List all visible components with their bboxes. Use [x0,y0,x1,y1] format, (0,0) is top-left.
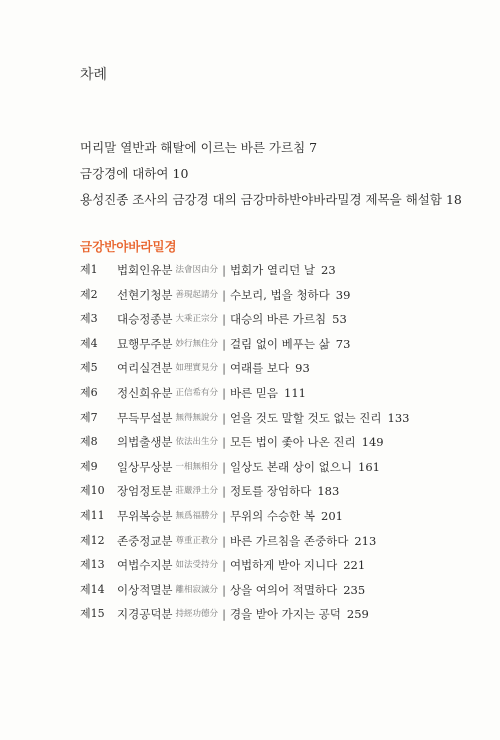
intro-item-page: 10 [172,166,189,181]
chapter-title: 선현기청분 [117,287,173,302]
chapter-separator: | [222,263,226,277]
chapter-list [80,258,409,627]
chapter-title: 이상적멸분 [117,582,173,597]
chapter-description: 일상도 본래 상이 없으니 [229,459,352,474]
chapter-separator: | [222,361,226,376]
chapter-page: 73 [335,336,351,351]
intro-item[interactable] [80,161,462,187]
chapter-separator: | [222,582,226,597]
intro-item-text: 금강경에 대하여 [80,166,169,181]
chapter-description: 여래를 보다 [229,361,290,376]
chapter-description: 상을 여의어 적멸하다 [229,582,338,597]
chapter-title: 여리실견분 [117,361,173,376]
chapter-item[interactable] [80,430,409,455]
chapter-number: 제14 [80,582,105,596]
chapter-title: 장엄정토분 [117,484,173,499]
chapter-number: 제9 [80,459,98,473]
intro-item-text: 머리말 열반과 해탈에 이르는 바른 가르침 [80,140,306,155]
chapter-separator: | [222,410,226,425]
chapter-title: 정신희유분 [117,385,173,400]
chapter-hanja: 持經功德分 [175,609,219,620]
chapter-description: 무위의 수승한 복 [229,508,316,523]
chapter-page: 149 [361,435,384,450]
chapter-number: 제13 [80,558,105,572]
chapter-item[interactable] [80,479,409,504]
intro-item-page: 7 [309,140,318,155]
chapter-separator: | [222,312,226,327]
chapter-description: 얻을 것도 말할 것도 없는 진리 [229,410,382,425]
chapter-title: 일상무상분 [117,459,173,474]
chapter-hanja: 如理實見分 [175,363,219,374]
intro-item-page: 18 [445,192,462,207]
chapter-item[interactable] [80,455,409,480]
chapter-item[interactable] [80,381,409,406]
chapter-description: 법회가 열리던 날 [229,263,316,277]
chapter-separator: | [222,385,226,400]
chapter-separator: | [222,435,226,450]
chapter-page: 23 [321,263,336,277]
chapter-item[interactable] [80,553,409,578]
chapter-page: 93 [295,361,310,376]
chapter-number: 제1 [80,263,98,276]
chapter-hanja: 一相無相分 [175,461,219,472]
page-title: 차례 [80,67,108,83]
chapter-description: 걸림 없이 베푸는 삶 [229,336,330,351]
chapter-separator: | [222,459,226,474]
chapter-separator: | [222,558,226,573]
chapter-item[interactable] [80,356,409,381]
chapter-description: 대승의 바른 가르침 [229,312,327,327]
chapter-page: 221 [343,558,366,573]
chapter-hanja: 法會因由分 [175,265,219,275]
chapter-page: 39 [335,287,351,302]
chapter-hanja: 正信希有分 [175,387,219,398]
chapter-hanja: 莊嚴淨土分 [175,486,219,497]
chapter-number: 제4 [80,336,98,350]
chapter-hanja: 妙行無住分 [175,338,219,349]
chapter-hanja: 無得無說分 [175,412,219,423]
chapter-description: 바른 믿음 [229,385,279,400]
chapter-item[interactable] [80,504,409,529]
chapter-page: 53 [332,312,347,327]
chapter-number: 제6 [80,385,98,399]
chapter-hanja: 依法出生分 [175,437,219,448]
chapter-number: 제7 [80,410,98,424]
chapter-page: 133 [387,410,410,425]
chapter-hanja: 大乘正宗分 [175,314,219,325]
chapter-number: 제5 [80,361,98,375]
chapter-title: 대승정종분 [117,312,173,327]
chapter-number: 제8 [80,435,98,449]
chapter-title: 무득무설분 [117,410,173,425]
chapter-title: 법회인유분 [117,263,173,277]
chapter-hanja: 離相寂滅分 [175,584,219,595]
chapter-page: 213 [354,533,377,548]
chapter-number: 제2 [80,287,98,301]
chapter-hanja: 善現起請分 [175,289,219,300]
chapter-title: 여법수지분 [117,558,173,573]
chapter-page: 183 [317,484,340,499]
intro-item[interactable] [80,135,462,161]
chapter-item[interactable] [80,283,409,308]
chapter-page: 235 [343,582,366,597]
intro-list [80,135,462,213]
intro-item[interactable] [80,187,462,213]
chapter-number: 제3 [80,312,98,326]
chapter-number: 제15 [80,607,105,621]
chapter-description: 바른 가르침을 존중하다 [229,533,349,548]
chapter-number: 제11 [80,508,105,522]
chapter-description: 수보리, 법을 청하다 [229,287,330,302]
chapter-title: 의법출생분 [117,435,173,450]
chapter-separator: | [222,533,226,548]
chapter-item[interactable] [80,406,409,431]
chapter-page: 201 [321,508,343,523]
chapter-description: 경을 받아 가지는 공덕 [229,607,341,622]
chapter-separator: | [222,287,226,302]
chapter-separator: | [222,336,226,351]
chapter-title: 존중정교분 [117,533,173,548]
chapter-title: 무위복승분 [117,508,173,523]
intro-item-text: 용성진종 조사의 금강경 대의 금강마하반야바라밀경 제목을 해설함 [80,192,442,207]
chapter-item[interactable] [80,258,409,283]
chapter-hanja: 尊重正教分 [175,535,219,546]
chapter-separator: | [222,508,226,523]
chapter-item[interactable] [80,529,409,554]
chapter-hanja: 如法受持分 [175,560,219,571]
chapter-page: 259 [346,607,369,622]
chapter-hanja: 無爲福勝分 [175,510,219,521]
chapter-item[interactable] [80,602,409,627]
chapter-separator: | [222,607,226,622]
chapter-number: 제12 [80,533,105,547]
chapter-item[interactable] [80,332,409,357]
chapter-description: 모든 법이 좇아 나온 진리 [229,435,356,450]
chapter-title: 지경공덕분 [117,607,173,622]
chapter-item[interactable] [80,307,409,332]
chapter-description: 여법하게 받아 지니다 [229,558,338,573]
chapter-item[interactable] [80,578,409,603]
chapter-page: 111 [284,385,306,400]
chapter-title: 묘행무주분 [117,336,173,351]
section-title: 금강반야바라밀경 [80,239,177,254]
chapter-description: 정토를 장엄하다 [229,484,312,499]
chapter-number: 제10 [80,484,105,498]
chapter-separator: | [222,484,226,499]
chapter-page: 161 [358,459,380,474]
